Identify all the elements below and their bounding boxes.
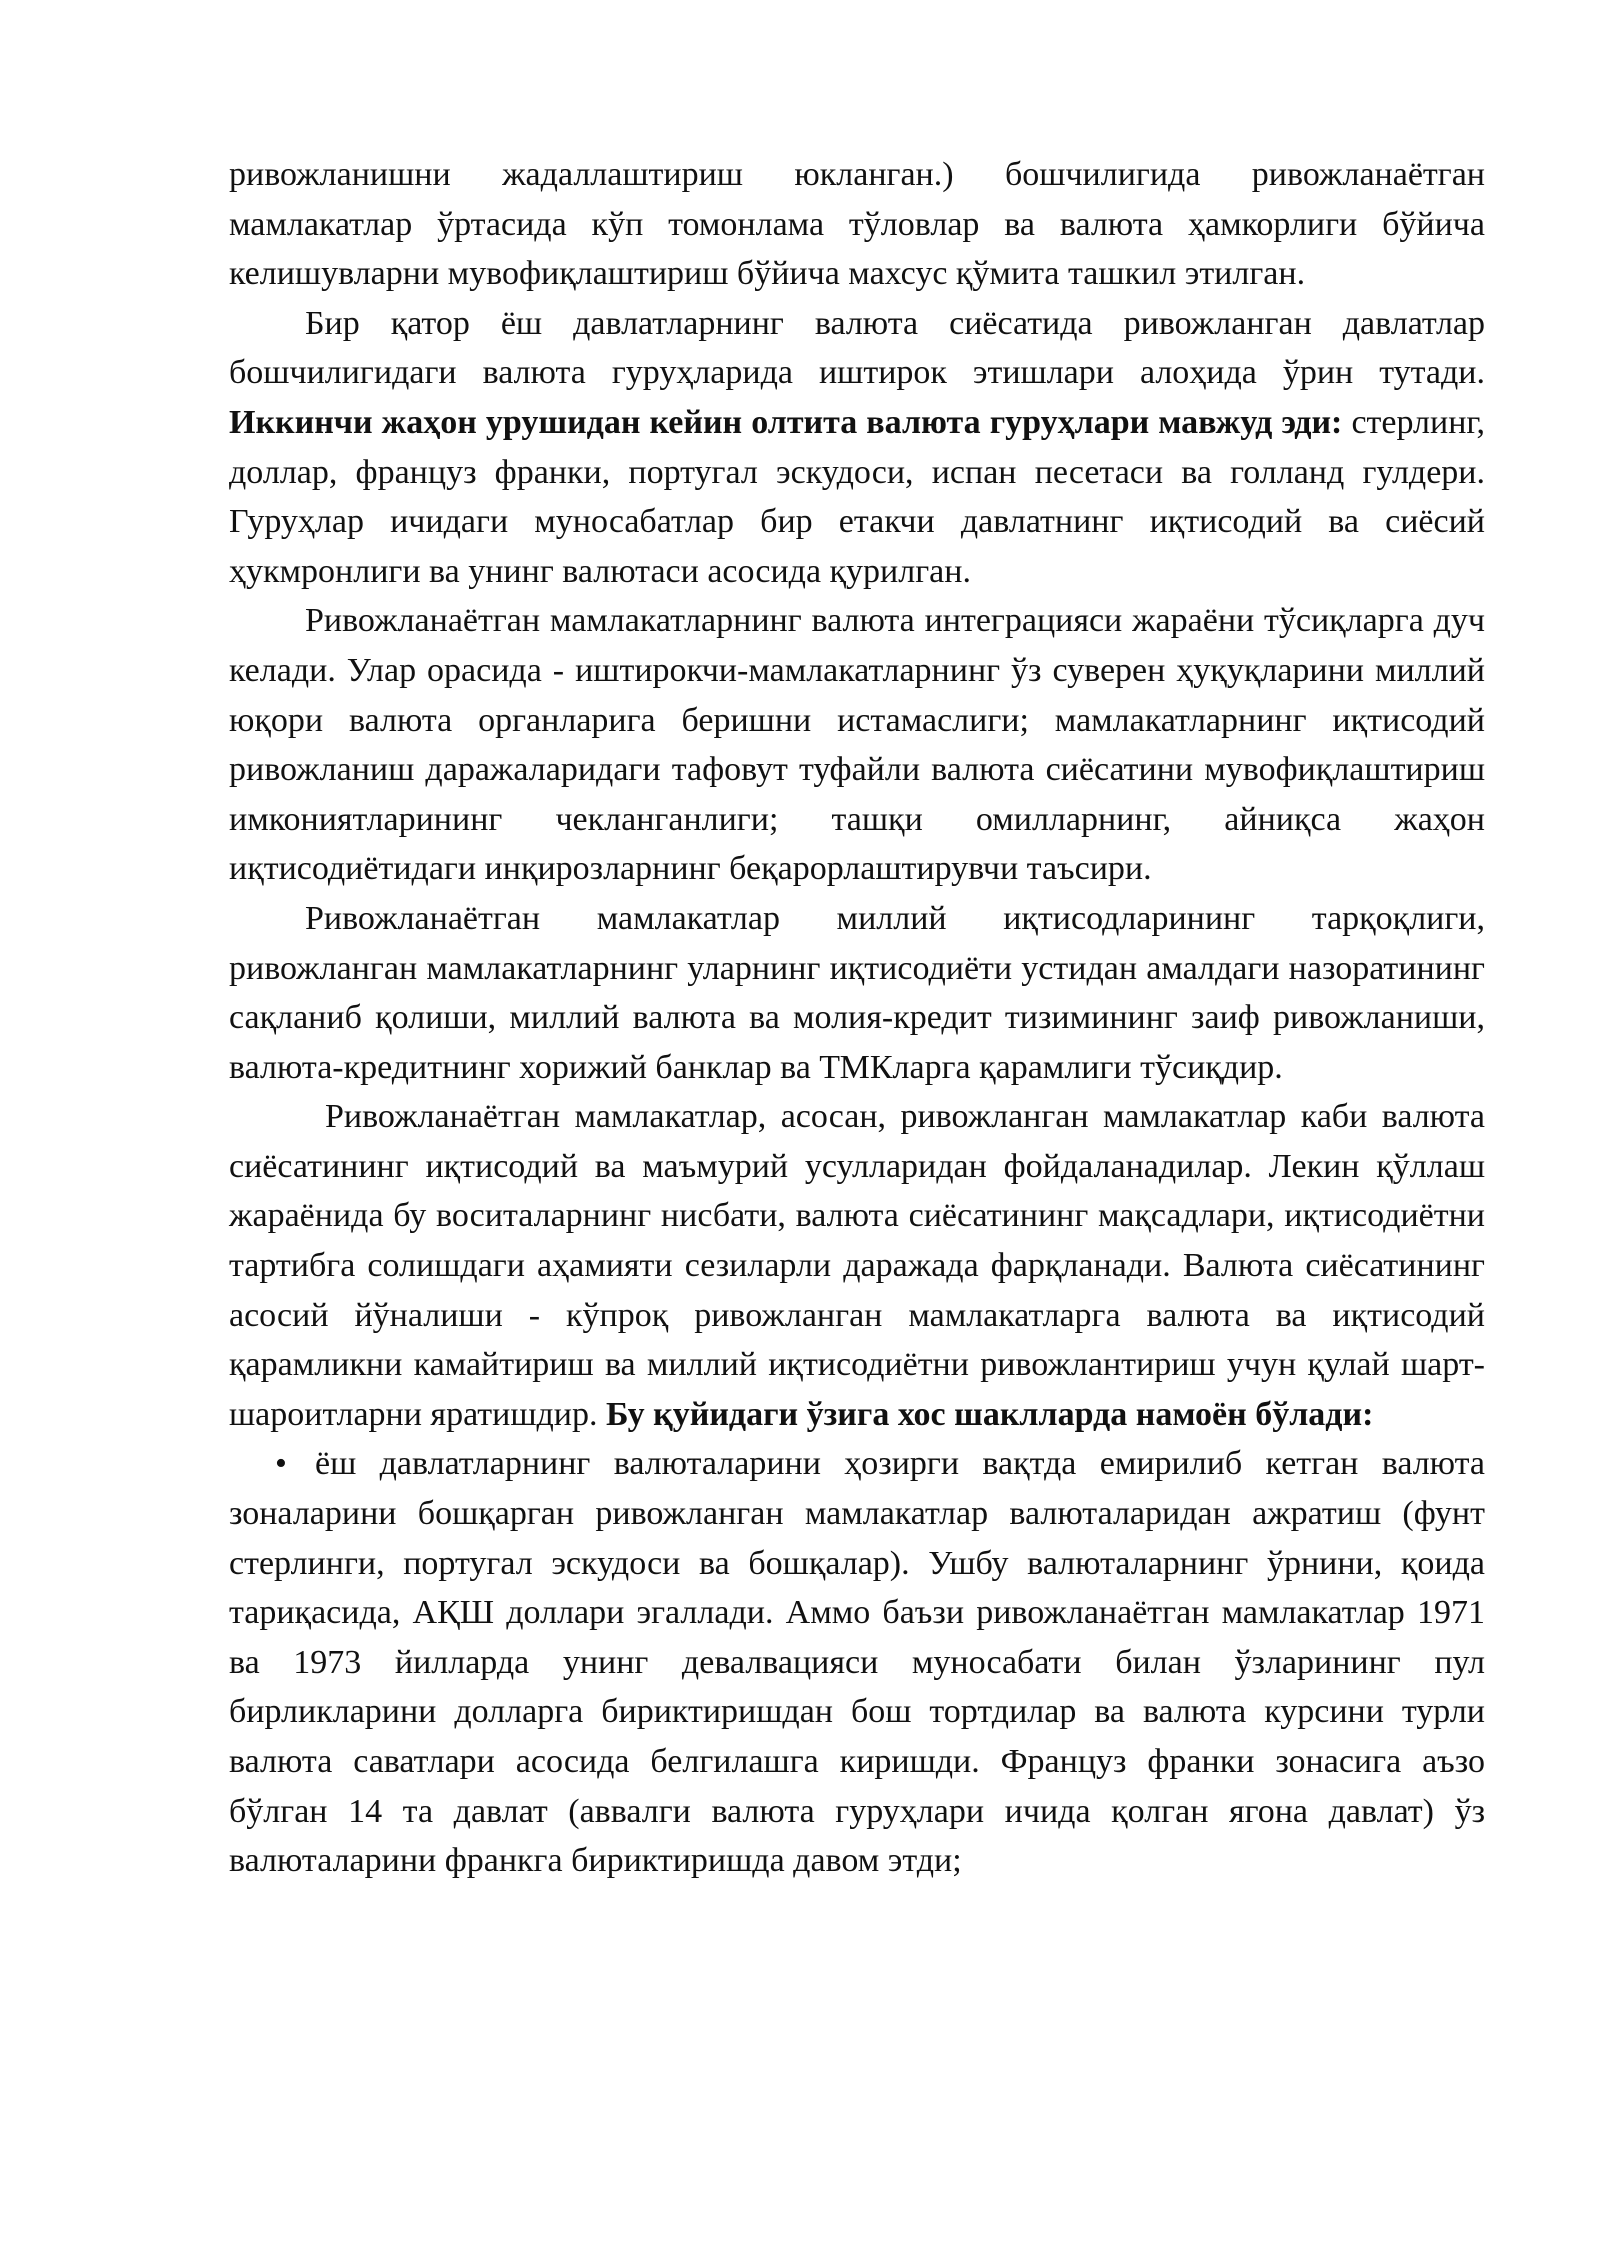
paragraph-5-text: Ривожланаётган мамлакатлар, асосан, ривожланган мамлакатлар каби валюта сиёсатининг иқтисодий ва маъмурий усулларидан фойдаланадилар. Лекин қўллаш жараёнида бу воситаларнинг нисбати, валюта сиёсатининг мақсадлари, иқтисодиётни тартибга солишдаги аҳамияти сезиларли даражада фарқланади. Валюта сиёсатининг асосий йўналиши - кўпроқ ривожланган мамлакатларга валюта ва иқтисодий қарамликни камайтириш ва миллий иқтисодиётни ривожлантириш учун қулай шарт-шароитларни яратишдир. [229,1098,1485,1433]
paragraph-4: Ривожланаётган мамлакатлар миллий иқтисодларининг тарқоқлиги, ривожланган мамлакатларнинг уларнинг иқтисодиёти устидан амалдаги назоратининг сақланиб қолиши, миллий валюта ва молия-кредит тизимининг заиф ривожланиши, валюта-кредитнинг хорижий банклар ва ТМКларга қарамлиги тўсиқдир. [229,899,1485,1086]
paragraph-2-text-a: Бир қатор ёш давлатларнинг валюта сиёсатида ривожланган давлатлар бошчилигидаги валюта гуруҳларида иштирок этишлари алоҳида ўрин тутади. [229,304,1485,392]
paragraph-5 [229,1092,1485,1439]
paragraph-2 [229,299,1485,597]
paragraph-5-bold-text: Бу қуйидаги ўзига хос шаклларда намоён бўлади: [606,1395,1374,1433]
paragraph-2-bold-heading: Иккинчи жаҳон урушидан кейин олтита валюта гуруҳлари мавжуд эди: [229,403,1343,441]
bullet-item-1 [229,1439,1485,1885]
paragraph-1: ривожланишни жадаллаштириш юкланган.) бошчилигида ривожланаётган мамлакатлар ўртасида кўп томонлама тўловлар ва валюта ҳамкорлиги бўйича келишувларни мувофиқлаштириш бўйича махсус қўмита ташкил этилган. [229,156,1485,293]
paragraph-3: Ривожланаётган мамлакатларнинг валюта интеграцияси жараёни тўсиқларга дуч келади. Улар орасида - иштирокчи-мамлакатларнинг ўз суверен ҳуқуқларини миллий юқори валюта органларига беришни истамаслиги; мамлакатларнинг иқтисодий ривожланиш даражаларидаги тафовут туфайли валюта сиёсатини мувофиқлаштириш имкониятларининг чекланганлиги; ташқи омилларнинг, айниқса жаҳон иқтисодиётидаги инқирозларнинг беқарорлаштирувчи таъсири. [229,602,1485,888]
paragraph-2-text-b: стерлинг, доллар, француз франки, португал эскудоси, испан песетаси ва голланд гулдери. Гуруҳлар ичидаги муносабатлар бир етакчи давлатнинг иқтисодий ва сиёсий ҳукмронлиги ва унинг валютаси асосида қурилган. [229,403,1486,590]
document-page [229,150,1485,1886]
bullet-icon: • [275,1445,287,1483]
bullet-item-1-text: ёш давлатларнинг валюталарини ҳозирги вақтда емирилиб кетган валюта зоналарини бошқарган ривожланган мамлакатлар валюталаридан ажратиш (фунт стерлинги, португал эскудоси ва бошқалар). Ушбу валюталарнинг ўрнини, қоида тариқасида, АҚШ доллари эгаллади. Аммо баъзи ривожланаётган мамлакатлар 1971 ва 1973 йилларда унинг девалвацияси муносабати билан ўзларининг пул бирликларини долларга бириктиришдан бош тортдилар ва валюта курсини турли валюта саватлари асосида белгилашга киришди. Француз франки зонасига аъзо бўлган 14 та давлат (аввалги валюта гуруҳлари ичида қолган ягона давлат) ўз валюталарини франкга бириктиришда давом этди; [229,1445,1485,1880]
